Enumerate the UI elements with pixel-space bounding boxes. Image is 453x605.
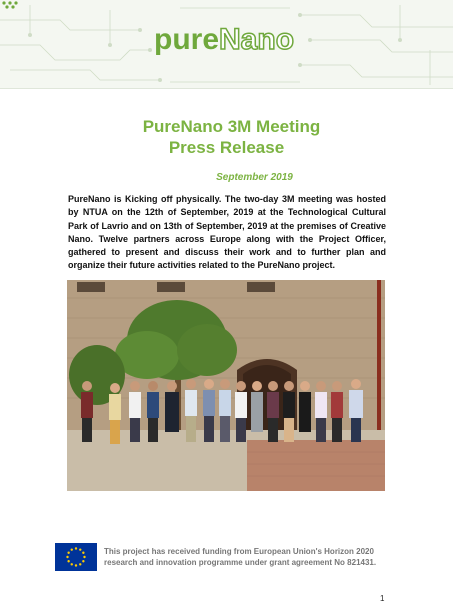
page-title: PureNano 3M Meeting	[142, 117, 321, 136]
group-photo	[67, 280, 385, 491]
release-date: September 2019	[216, 172, 293, 183]
page-subtitle: Press Release	[168, 138, 285, 157]
press-release-body: PureNano is Kicking off physically. The two-day 3M meeting was hosted by NTUA on the 12th of September, 2019 at the Technological Cultural Park of Lavrio and on 13th of September, 2019 at the premises of Creative Nano. Twelve partners across Europe along with the Project Officer, gathered to present and discuss their work and to further plan and organize their future activities related to the PureNano project.	[68, 194, 386, 271]
logo-nano-text: Nano	[219, 23, 295, 56]
funding-line-2: research and innovation programme under grant agreement No 821431.	[104, 558, 377, 567]
purenano-logo	[154, 24, 294, 64]
logo-dots-icon	[0, 0, 20, 10]
funding-statement	[104, 546, 404, 568]
header-banner	[0, 0, 453, 89]
eu-flag-icon	[55, 543, 97, 571]
logo-pure-text: pure	[154, 23, 220, 56]
group-photo-illustration	[67, 280, 385, 491]
funding-line-1: This project has received funding from European Union's Horizon 2020	[104, 547, 374, 556]
page-number: 1	[380, 594, 385, 603]
